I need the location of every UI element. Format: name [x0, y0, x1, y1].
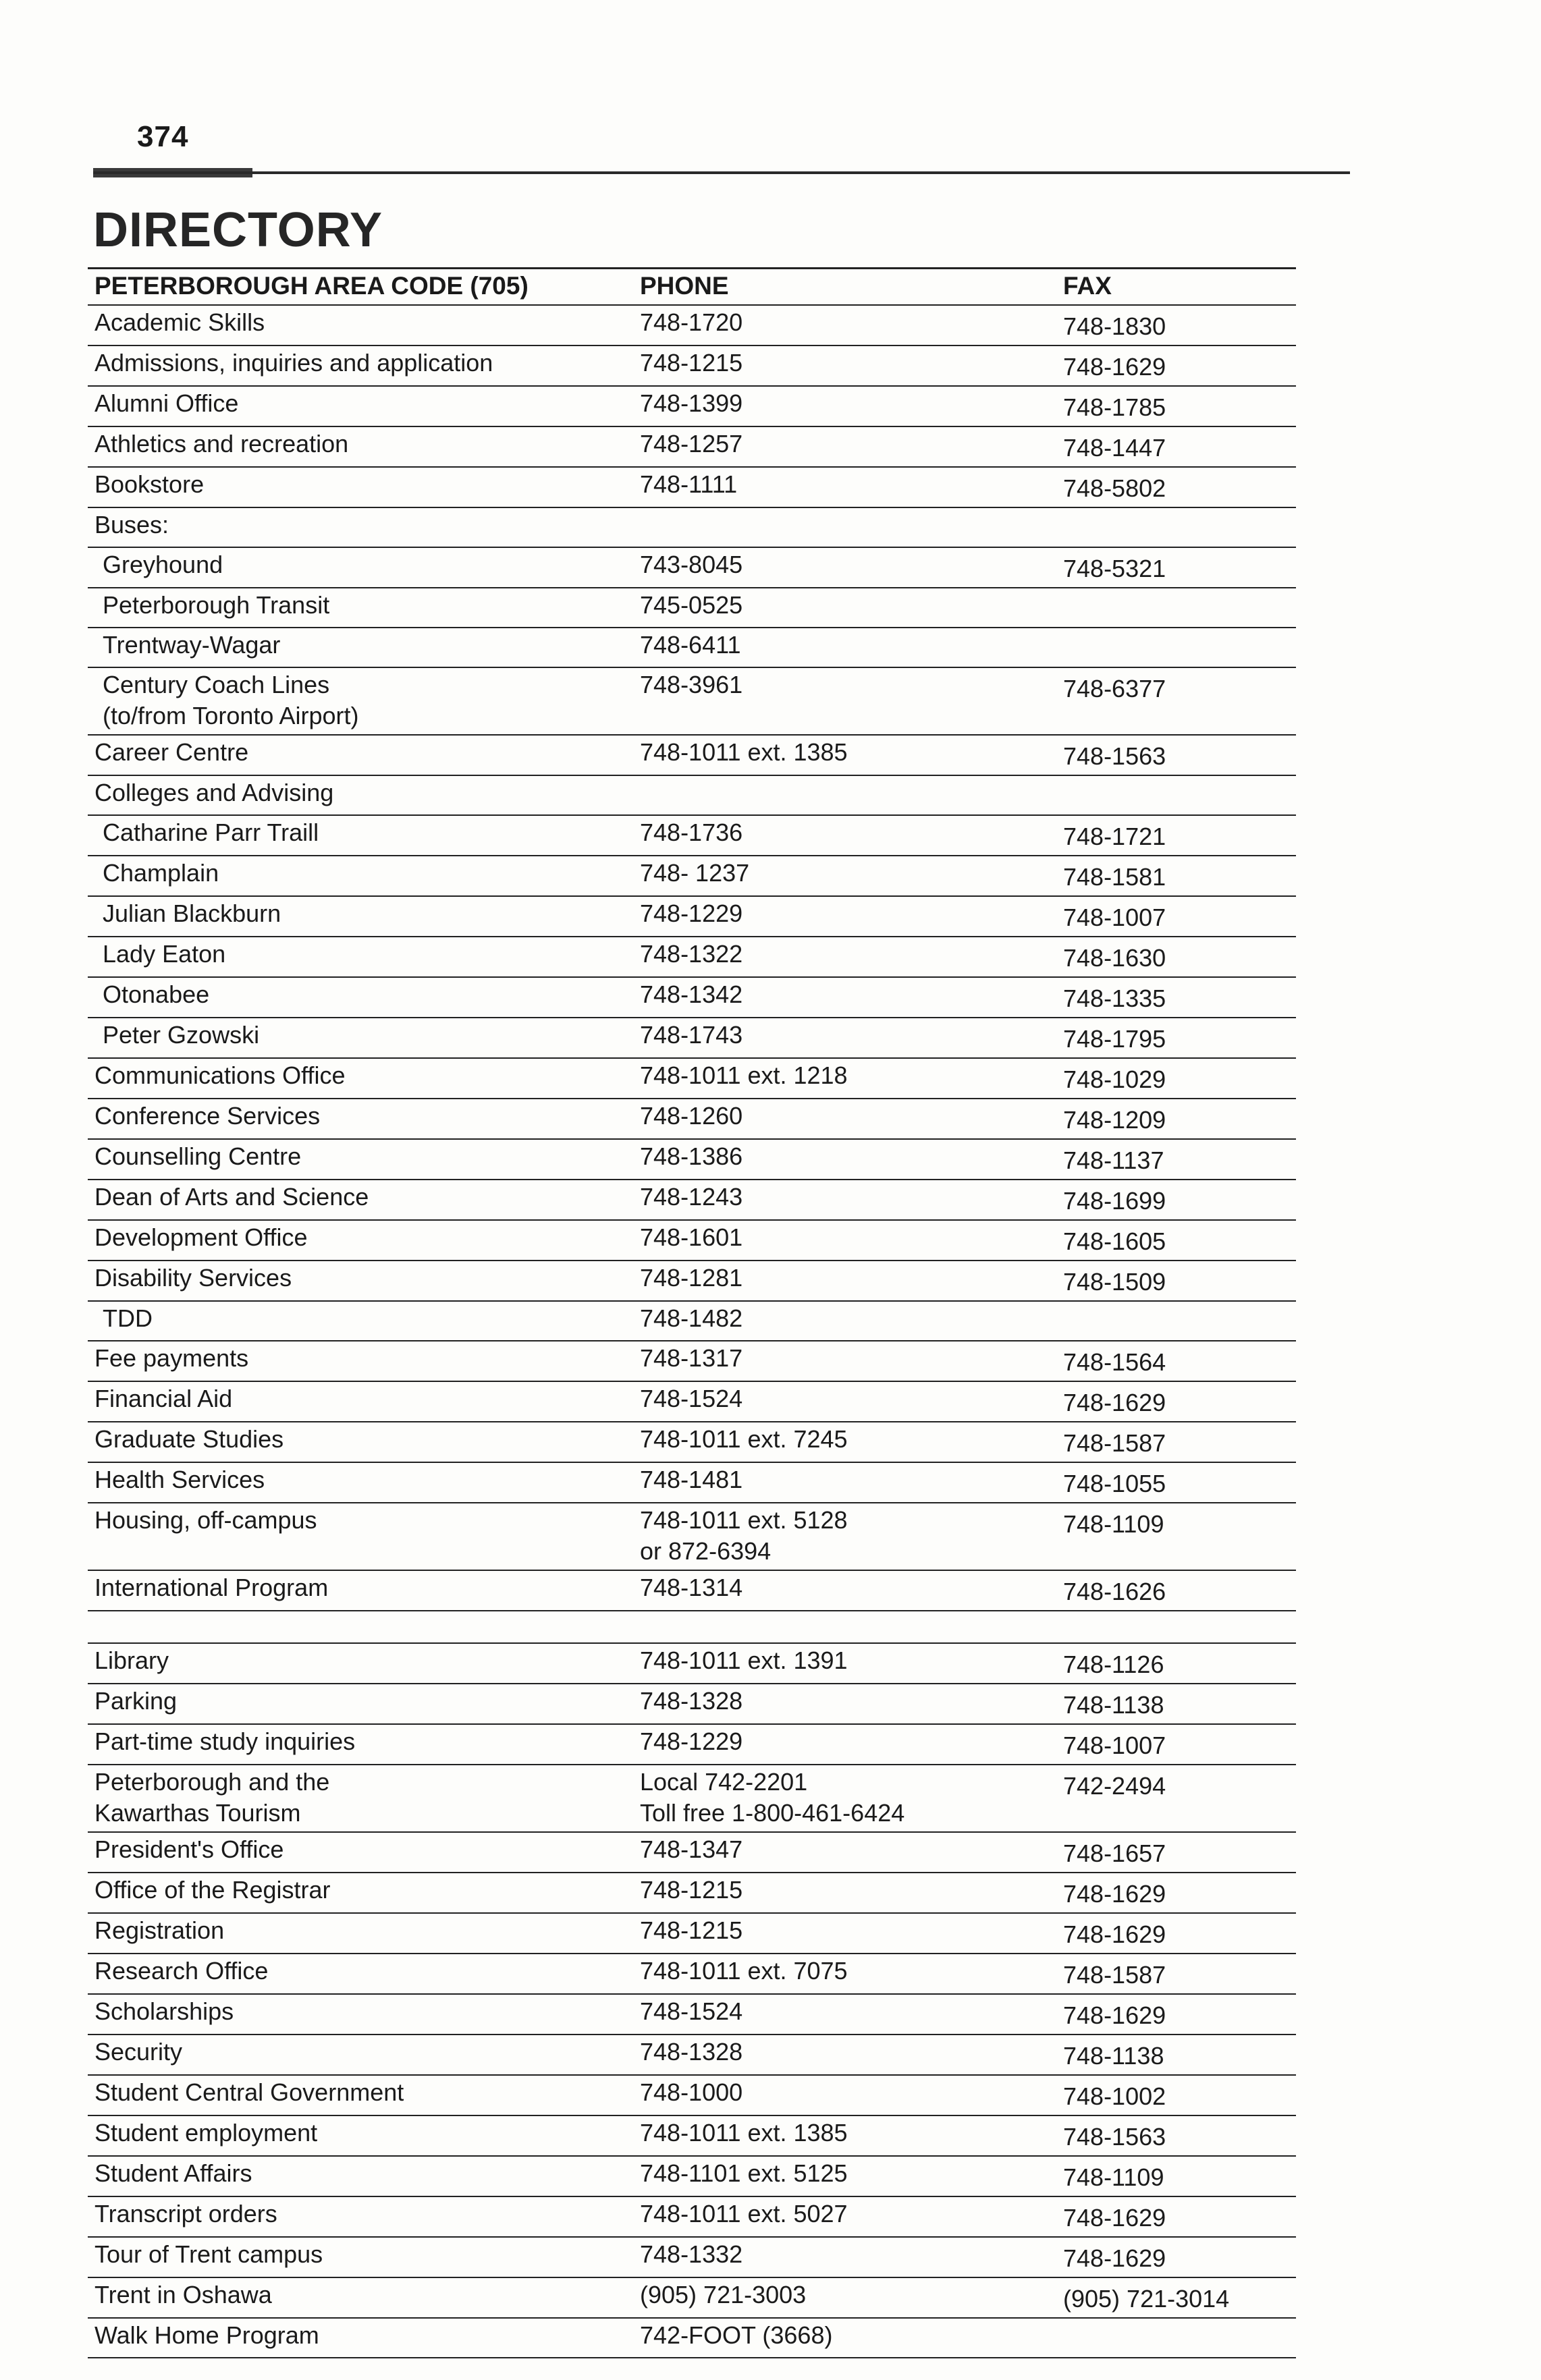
entry-fax: 748-1002 — [1056, 2075, 1296, 2115]
header-rule-line — [93, 171, 1350, 174]
entry-name: Bookstore — [88, 467, 633, 507]
entry-phone: 743-8045 — [633, 547, 1056, 588]
table-row — [88, 815, 1296, 856]
entry-fax: 748-1629 — [1056, 1913, 1296, 1954]
entry-name: Julian Blackburn — [88, 896, 633, 937]
entry-fax: 748-1721 — [1056, 815, 1296, 856]
page-number: 374 — [137, 120, 189, 153]
entry-name: Greyhound — [88, 547, 633, 588]
entry-fax: 748-1629 — [1056, 2196, 1296, 2237]
table-row — [88, 2075, 1296, 2115]
entry-fax: 748-1209 — [1056, 1099, 1296, 1139]
entry-name: Peter Gzowski — [88, 1018, 633, 1058]
table-row — [88, 1261, 1296, 1301]
entry-name: Student employment — [88, 2115, 633, 2156]
entry-fax: 748-1657 — [1056, 1832, 1296, 1873]
entry-phone: 748-1743 — [633, 1018, 1056, 1058]
entry-name: Walk Home Program — [88, 2318, 633, 2358]
entry-name: Buses: — [88, 507, 633, 547]
table-row — [88, 735, 1296, 775]
header-phone: PHONE — [633, 269, 1056, 306]
entry-name: President's Office — [88, 1832, 633, 1873]
table-row — [88, 2035, 1296, 2075]
entry-phone: 745-0525 — [633, 588, 1056, 628]
table-row — [88, 856, 1296, 896]
table-row — [88, 2156, 1296, 2196]
entry-phone: 748-1243 — [633, 1180, 1056, 1220]
entry-name: Tour of Trent campus — [88, 2237, 633, 2277]
table-row — [88, 1220, 1296, 1261]
table-row — [88, 1765, 1296, 1832]
entry-phone: (905) 721-3003 — [633, 2277, 1056, 2318]
entry-fax: 748-1126 — [1056, 1643, 1296, 1684]
table-row — [88, 1954, 1296, 1994]
table-row — [88, 2115, 1296, 2156]
entry-fax: 748-1626 — [1056, 1570, 1296, 1611]
entry-fax: 748-1007 — [1056, 1724, 1296, 1765]
directory-rows — [88, 305, 1296, 2358]
table-row — [88, 1058, 1296, 1099]
entry-phone: 748-1314 — [633, 1570, 1056, 1611]
entry-fax: 748-1629 — [1056, 1994, 1296, 2035]
entry-name: Graduate Studies — [88, 1422, 633, 1462]
entry-phone: 748-3961 — [633, 667, 1056, 735]
entry-phone: Local 742-2201 Toll free 1-800-461-6424 — [633, 1765, 1056, 1832]
entry-phone: 748-1011 ext. 1218 — [633, 1058, 1056, 1099]
entry-name: Financial Aid — [88, 1381, 633, 1422]
entry-name: Peterborough Transit — [88, 588, 633, 628]
entry-name: Development Office — [88, 1220, 633, 1261]
entry-phone: 748-1482 — [633, 1301, 1056, 1341]
entry-phone: 748-1215 — [633, 1873, 1056, 1913]
entry-fax: 748-1581 — [1056, 856, 1296, 896]
table-row — [88, 628, 1296, 667]
header-fax: FAX — [1056, 269, 1296, 306]
table-row — [88, 667, 1296, 735]
entry-fax: 748-1587 — [1056, 1954, 1296, 1994]
entry-fax: 748-1029 — [1056, 1058, 1296, 1099]
entry-phone — [633, 775, 1056, 815]
entry-fax: 748-6377 — [1056, 667, 1296, 735]
entry-fax: 748-1109 — [1056, 2156, 1296, 2196]
table-row — [88, 2318, 1296, 2358]
entry-fax — [1056, 2318, 1296, 2358]
entry-phone: 748-1111 — [633, 467, 1056, 507]
table-row — [88, 977, 1296, 1018]
entry-fax: 748-5802 — [1056, 467, 1296, 507]
entry-name: Communications Office — [88, 1058, 633, 1099]
table-row — [88, 426, 1296, 467]
entry-phone: 748- 1237 — [633, 856, 1056, 896]
entry-phone: 748-1322 — [633, 937, 1056, 977]
table-row — [88, 1139, 1296, 1180]
entry-fax: 748-1007 — [1056, 896, 1296, 937]
entry-phone: 748-1011 ext. 1385 — [633, 735, 1056, 775]
entry-phone: 748-1720 — [633, 305, 1056, 345]
entry-phone: 748-1481 — [633, 1462, 1056, 1503]
entry-fax: 748-1629 — [1056, 2237, 1296, 2277]
entry-fax: 748-1138 — [1056, 2035, 1296, 2075]
entry-name: Health Services — [88, 1462, 633, 1503]
entry-phone: 748-1011 ext. 7245 — [633, 1422, 1056, 1462]
table-row — [88, 1913, 1296, 1954]
entry-fax: 748-1138 — [1056, 1684, 1296, 1724]
entry-fax: 748-1630 — [1056, 937, 1296, 977]
entry-name: Champlain — [88, 856, 633, 896]
table-row — [88, 1018, 1296, 1058]
table-row — [88, 2196, 1296, 2237]
entry-fax: 748-1795 — [1056, 1018, 1296, 1058]
entry-fax — [1056, 628, 1296, 667]
entry-name: Alumni Office — [88, 386, 633, 426]
entry-phone: 748-1281 — [633, 1261, 1056, 1301]
entry-fax: 748-1564 — [1056, 1341, 1296, 1381]
entry-fax: 748-1335 — [1056, 977, 1296, 1018]
entry-phone: 748-1000 — [633, 2075, 1056, 2115]
entry-fax: (905) 721-3014 — [1056, 2277, 1296, 2318]
entry-name: Counselling Centre — [88, 1139, 633, 1180]
entry-fax: 748-1137 — [1056, 1139, 1296, 1180]
entry-name: Fee payments — [88, 1341, 633, 1381]
entry-phone: 748-1524 — [633, 1994, 1056, 2035]
entry-phone: 748-1229 — [633, 1724, 1056, 1765]
table-row — [88, 1301, 1296, 1341]
table-row — [88, 1180, 1296, 1220]
entry-fax: 748-1629 — [1056, 345, 1296, 386]
entry-name: Student Central Government — [88, 2075, 633, 2115]
entry-name: Century Coach Lines (to/from Toronto Airport) — [88, 667, 633, 735]
entry-phone: 748-1229 — [633, 896, 1056, 937]
entry-name: International Program — [88, 1570, 633, 1611]
entry-fax: 748-1563 — [1056, 2115, 1296, 2156]
empty-cell — [1056, 1611, 1296, 1643]
entry-name: Athletics and recreation — [88, 426, 633, 467]
entry-name: Colleges and Advising — [88, 775, 633, 815]
entry-phone — [633, 507, 1056, 547]
entry-phone: 748-1260 — [633, 1099, 1056, 1139]
entry-fax: 748-1109 — [1056, 1503, 1296, 1570]
table-row — [88, 1570, 1296, 1611]
entry-phone: 748-1011 ext. 1385 — [633, 2115, 1056, 2156]
table-row — [88, 1873, 1296, 1913]
entry-name: Dean of Arts and Science — [88, 1180, 633, 1220]
entry-fax: 748-5321 — [1056, 547, 1296, 588]
entry-name: Registration — [88, 1913, 633, 1954]
entry-fax — [1056, 775, 1296, 815]
entry-name: Library — [88, 1643, 633, 1684]
entry-phone: 748-1386 — [633, 1139, 1056, 1180]
entry-name: Academic Skills — [88, 305, 633, 345]
entry-fax: 748-1587 — [1056, 1422, 1296, 1462]
entry-fax — [1056, 507, 1296, 547]
entry-name: Lady Eaton — [88, 937, 633, 977]
entry-phone: 748-1317 — [633, 1341, 1056, 1381]
table-row — [88, 1341, 1296, 1381]
empty-cell — [633, 1611, 1056, 1643]
entry-phone: 748-1347 — [633, 1832, 1056, 1873]
entry-phone: 748-1342 — [633, 977, 1056, 1018]
entry-name: Research Office — [88, 1954, 633, 1994]
table-row — [88, 305, 1296, 345]
entry-phone: 748-1328 — [633, 1684, 1056, 1724]
entry-phone: 748-1101 ext. 5125 — [633, 2156, 1056, 2196]
entry-fax — [1056, 588, 1296, 628]
entry-name: Transcript orders — [88, 2196, 633, 2237]
entry-name: Trent in Oshawa — [88, 2277, 633, 2318]
table-row — [88, 1724, 1296, 1765]
table-row — [88, 896, 1296, 937]
header-area-code: PETERBOROUGH AREA CODE (705) — [88, 269, 633, 306]
entry-phone: 742-FOOT (3668) — [633, 2318, 1056, 2358]
table-row — [88, 1422, 1296, 1462]
entry-name: Catharine Parr Traill — [88, 815, 633, 856]
entry-phone: 748-6411 — [633, 628, 1056, 667]
entry-fax: 748-1509 — [1056, 1261, 1296, 1301]
entry-name: Career Centre — [88, 735, 633, 775]
entry-phone: 748-1011 ext. 5027 — [633, 2196, 1056, 2237]
table-row — [88, 547, 1296, 588]
entry-name: Housing, off-campus — [88, 1503, 633, 1570]
table-row — [88, 1832, 1296, 1873]
table-row — [88, 507, 1296, 547]
entry-fax: 748-1699 — [1056, 1180, 1296, 1220]
entry-name: TDD — [88, 1301, 633, 1341]
table-row — [88, 345, 1296, 386]
entry-phone: 748-1011 ext. 5128 or 872-6394 — [633, 1503, 1056, 1570]
empty-cell — [88, 1611, 633, 1643]
entry-phone: 748-1011 ext. 1391 — [633, 1643, 1056, 1684]
entry-name: Admissions, inquiries and application — [88, 345, 633, 386]
entry-name: Scholarships — [88, 1994, 633, 2035]
entry-fax — [1056, 1301, 1296, 1341]
entry-fax: 748-1629 — [1056, 1873, 1296, 1913]
entry-name: Security — [88, 2035, 633, 2075]
entry-fax: 748-1830 — [1056, 305, 1296, 345]
table-row — [88, 386, 1296, 426]
table-row — [88, 937, 1296, 977]
table-row — [88, 775, 1296, 815]
entry-fax: 748-1055 — [1056, 1462, 1296, 1503]
table-row — [88, 588, 1296, 628]
directory-table — [88, 267, 1296, 2358]
table-row — [88, 1462, 1296, 1503]
entry-phone: 748-1601 — [633, 1220, 1056, 1261]
table-row — [88, 1503, 1296, 1570]
entry-name: Disability Services — [88, 1261, 633, 1301]
page-title: DIRECTORY — [93, 203, 383, 257]
entry-phone: 748-1328 — [633, 2035, 1056, 2075]
entry-phone: 748-1332 — [633, 2237, 1056, 2277]
entry-fax: 748-1785 — [1056, 386, 1296, 426]
entry-name: Trentway-Wagar — [88, 628, 633, 667]
entry-phone: 748-1215 — [633, 1913, 1056, 1954]
table-row — [88, 2277, 1296, 2318]
entry-fax: 748-1605 — [1056, 1220, 1296, 1261]
table-row — [88, 1994, 1296, 2035]
entry-name: Conference Services — [88, 1099, 633, 1139]
entry-fax: 748-1629 — [1056, 1381, 1296, 1422]
entry-fax: 748-1563 — [1056, 735, 1296, 775]
entry-name: Student Affairs — [88, 2156, 633, 2196]
entry-phone: 748-1257 — [633, 426, 1056, 467]
table-row — [88, 467, 1296, 507]
entry-phone: 748-1524 — [633, 1381, 1056, 1422]
entry-phone: 748-1011 ext. 7075 — [633, 1954, 1056, 1994]
entry-name: Office of the Registrar — [88, 1873, 633, 1913]
entry-fax: 748-1447 — [1056, 426, 1296, 467]
entry-name: Otonabee — [88, 977, 633, 1018]
table-row — [88, 2237, 1296, 2277]
table-row — [88, 1684, 1296, 1724]
table-row — [88, 1381, 1296, 1422]
entry-phone: 748-1736 — [633, 815, 1056, 856]
entry-phone: 748-1399 — [633, 386, 1056, 426]
table-row — [88, 1643, 1296, 1684]
table-row — [88, 1099, 1296, 1139]
entry-name: Part-time study inquiries — [88, 1724, 633, 1765]
table-header-row — [88, 269, 1296, 306]
table-row — [88, 1611, 1296, 1643]
entry-name: Peterborough and the Kawarthas Tourism — [88, 1765, 633, 1832]
entry-phone: 748-1215 — [633, 345, 1056, 386]
entry-name: Parking — [88, 1684, 633, 1724]
entry-fax: 742-2494 — [1056, 1765, 1296, 1832]
